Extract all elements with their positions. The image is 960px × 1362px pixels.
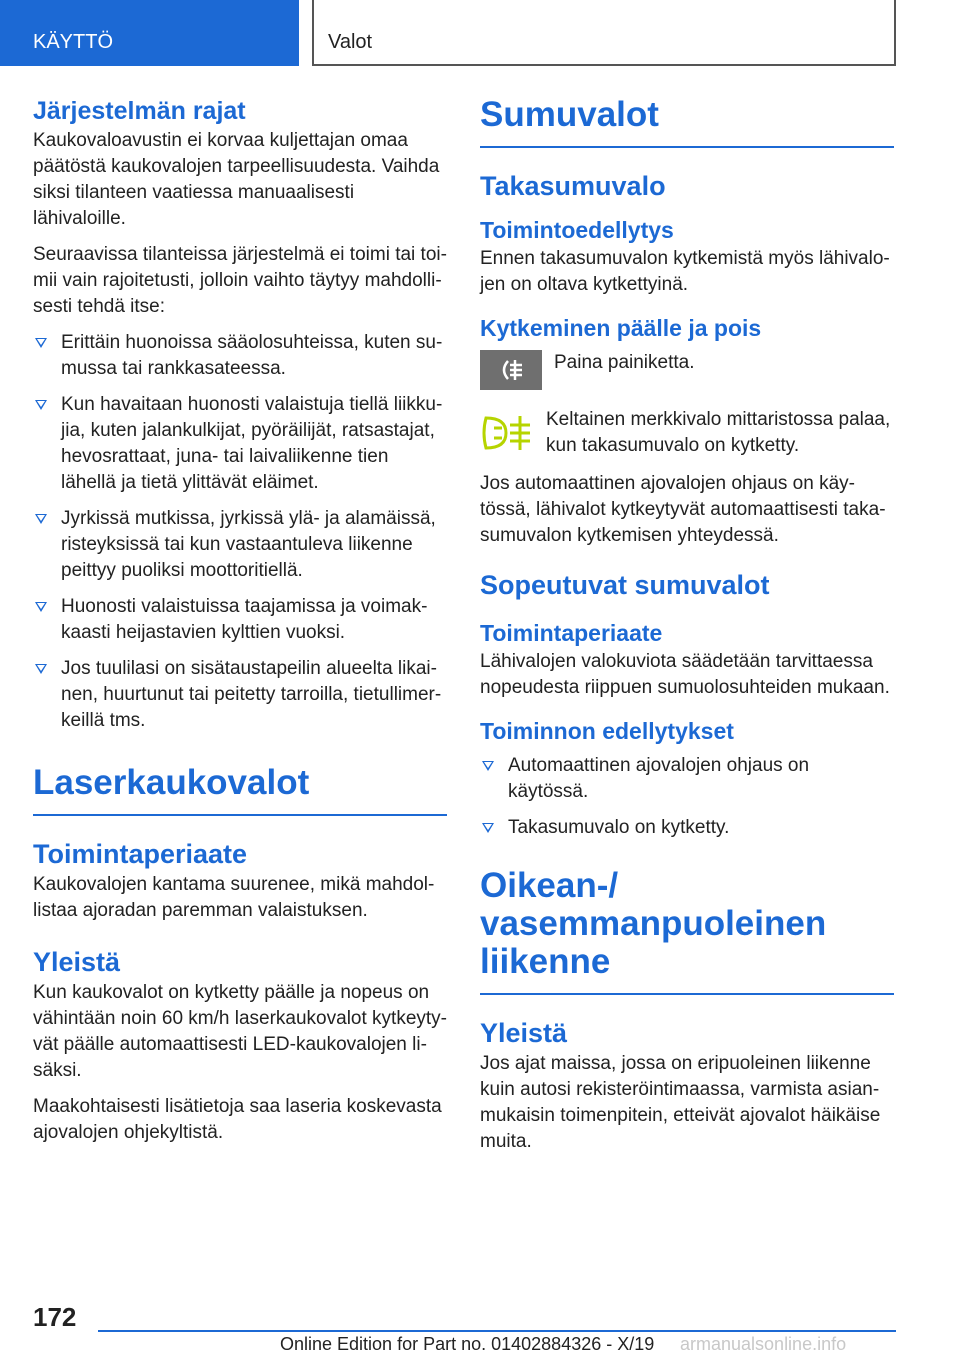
list-item: [480, 753, 894, 805]
laser-general-heading: Yleistä: [33, 947, 121, 977]
list-item-text: Jyrkissä mutkissa, jyrkissä ylä- ja alamäissä, risteyksissä tai kun vastaantuleva liikenne peittyy puoliksi moottoritiellä.: [61, 508, 436, 581]
rear-fog-switch-heading: Kytkeminen päälle ja pois: [480, 315, 762, 341]
rear-fog-button-row: [480, 350, 894, 395]
limits-paragraph-1: Kaukovaloavustin ei korvaa kuljettajan omaa päätöstä kaukovalojen tarpeellisuudesta. Vaihda siksi tilanteen vaatiessa manuaalisesti lähivaloille.: [33, 130, 440, 229]
list-item: [33, 656, 447, 734]
list-item-text: Huonosti valaistuissa taajamissa ja voimakkaasti heijastavien kylttien vuoksi.: [61, 596, 428, 643]
rear-fog-heading: Takasumuvalo: [480, 171, 666, 201]
limits-paragraph-2: Seuraavissa tilanteissa järjestelmä ei toimi tai toimii vain rajoitetusti, jolloin vaihto täytyy mahdollisesti tehdä itse:: [33, 244, 447, 317]
rear-fog-auto-text: Jos automaattinen ajovalojen ohjaus on käytössä, lähivalot kytkeytyvät automaattisesti takasumuvalon kytkemisen yhteydessä.: [480, 473, 886, 546]
adaptive-principle-text: Lähivalojen valokuviota säädetään tarvittaessa nopeudesta riippuen sumuolosuhteiden mukaan.: [480, 651, 890, 698]
list-item-text: Takasumuvalo on kytketty.: [508, 817, 730, 838]
list-item: [33, 330, 447, 382]
traffic-side-heading: Oikean-/ vasemmanpuoleinen liikenne: [480, 867, 894, 995]
adaptive-requirements-heading: Toiminnon edellytykset: [480, 718, 734, 744]
list-item: [33, 506, 447, 584]
right-column: [480, 96, 894, 1165]
left-column: [33, 96, 447, 1156]
header-chapter-tab: [312, 0, 896, 66]
footer-edition-text: Online Edition for Part no. 01402884326 - X/19: [280, 1334, 655, 1354]
rear-fog-requirement-heading: Toimintoedellytys: [480, 217, 674, 243]
rear-fog-requirement-text: Ennen takasumuvalon kytkemistä myös lähivalojen on oltava kytkettyinä.: [480, 248, 890, 295]
limits-heading: Järjestelmän rajat: [33, 97, 246, 125]
adaptive-bullet-list: [480, 753, 894, 841]
triangle-bullet-icon: [35, 400, 47, 410]
traffic-general-heading: Yleistä: [480, 1018, 568, 1048]
chapter-title: Valot: [328, 31, 373, 53]
limits-bullet-list: [33, 330, 447, 734]
footer-watermark: armanualsonline.info: [680, 1334, 847, 1354]
adaptive-principle-heading: Toimintaperiaate: [480, 620, 663, 646]
rear-fog-button-text: Paina painiketta.: [554, 352, 695, 373]
triangle-bullet-icon: [35, 338, 47, 348]
fog-heading: Sumuvalot: [480, 96, 894, 148]
footer-divider: [98, 1330, 896, 1332]
laser-principle-heading: Toimintaperiaate: [33, 839, 248, 869]
adaptive-fog-heading: Sopeutuvat sumuvalot: [480, 570, 770, 600]
laser-general-paragraph-2: Maakohtaisesti lisätietoja saa laseria koskevasta ajovalojen ohjekyltistä.: [33, 1096, 442, 1143]
laser-general-paragraph-1: Kun kaukovalot on kytketty päälle ja nopeus on vähintään noin 60 km/h laserkaukovalot kytkeytyvät päälle automaattisesti LED-kaukovalojen lisäksi.: [33, 982, 447, 1081]
rear-fog-button-icon: [480, 350, 542, 395]
page-number: 172: [33, 1302, 77, 1332]
list-item: [480, 815, 894, 841]
triangle-bullet-icon: [35, 602, 47, 612]
list-item-text: Kun havaitaan huonosti valaistuja tiellä liikkujia, kuten jalankulkijat, pyöräilijät, ratsastajat, hevosrattaat, juna- tai laivaliikenne tien lähellä ja tietä ylittävät eläimet.: [61, 394, 443, 493]
header-section-tab: [0, 0, 299, 66]
list-item: [33, 392, 447, 496]
list-item-text: Erittäin huonoissa sääolosuhteissa, kuten sumussa tai rankkasateessa.: [61, 332, 443, 379]
triangle-bullet-icon: [482, 823, 494, 833]
laser-heading: Laserkaukovalot: [33, 764, 447, 816]
traffic-general-text: Jos ajat maissa, jossa on eripuoleinen liikenne kuin autosi rekisteröintimaassa, varmista asianmukaisin toimenpitein, etteivät ajovalot häikäise muita.: [480, 1053, 881, 1152]
rear-fog-indicator-row: [480, 407, 894, 459]
rear-fog-indicator-icon: [480, 407, 534, 458]
triangle-bullet-icon: [482, 761, 494, 771]
list-item-text: Automaattinen ajovalojen ohjaus on käytössä.: [508, 755, 810, 802]
list-item-text: Jos tuulilasi on sisätaustapeilin alueelta likainen, huurtunut tai peitetty tarroilla, tietullimerkeillä tms.: [61, 658, 442, 731]
list-item: [33, 594, 447, 646]
rear-fog-indicator-text: Keltainen merkkivalo mittaristossa palaa, kun takasumuvalo on kytketty.: [546, 409, 891, 456]
triangle-bullet-icon: [35, 664, 47, 674]
section-title: KÄYTTÖ: [33, 31, 114, 53]
triangle-bullet-icon: [35, 514, 47, 524]
laser-principle-text: Kaukovalojen kantama suurenee, mikä mahdollistaa ajoradan paremman valaistuksen.: [33, 874, 435, 921]
